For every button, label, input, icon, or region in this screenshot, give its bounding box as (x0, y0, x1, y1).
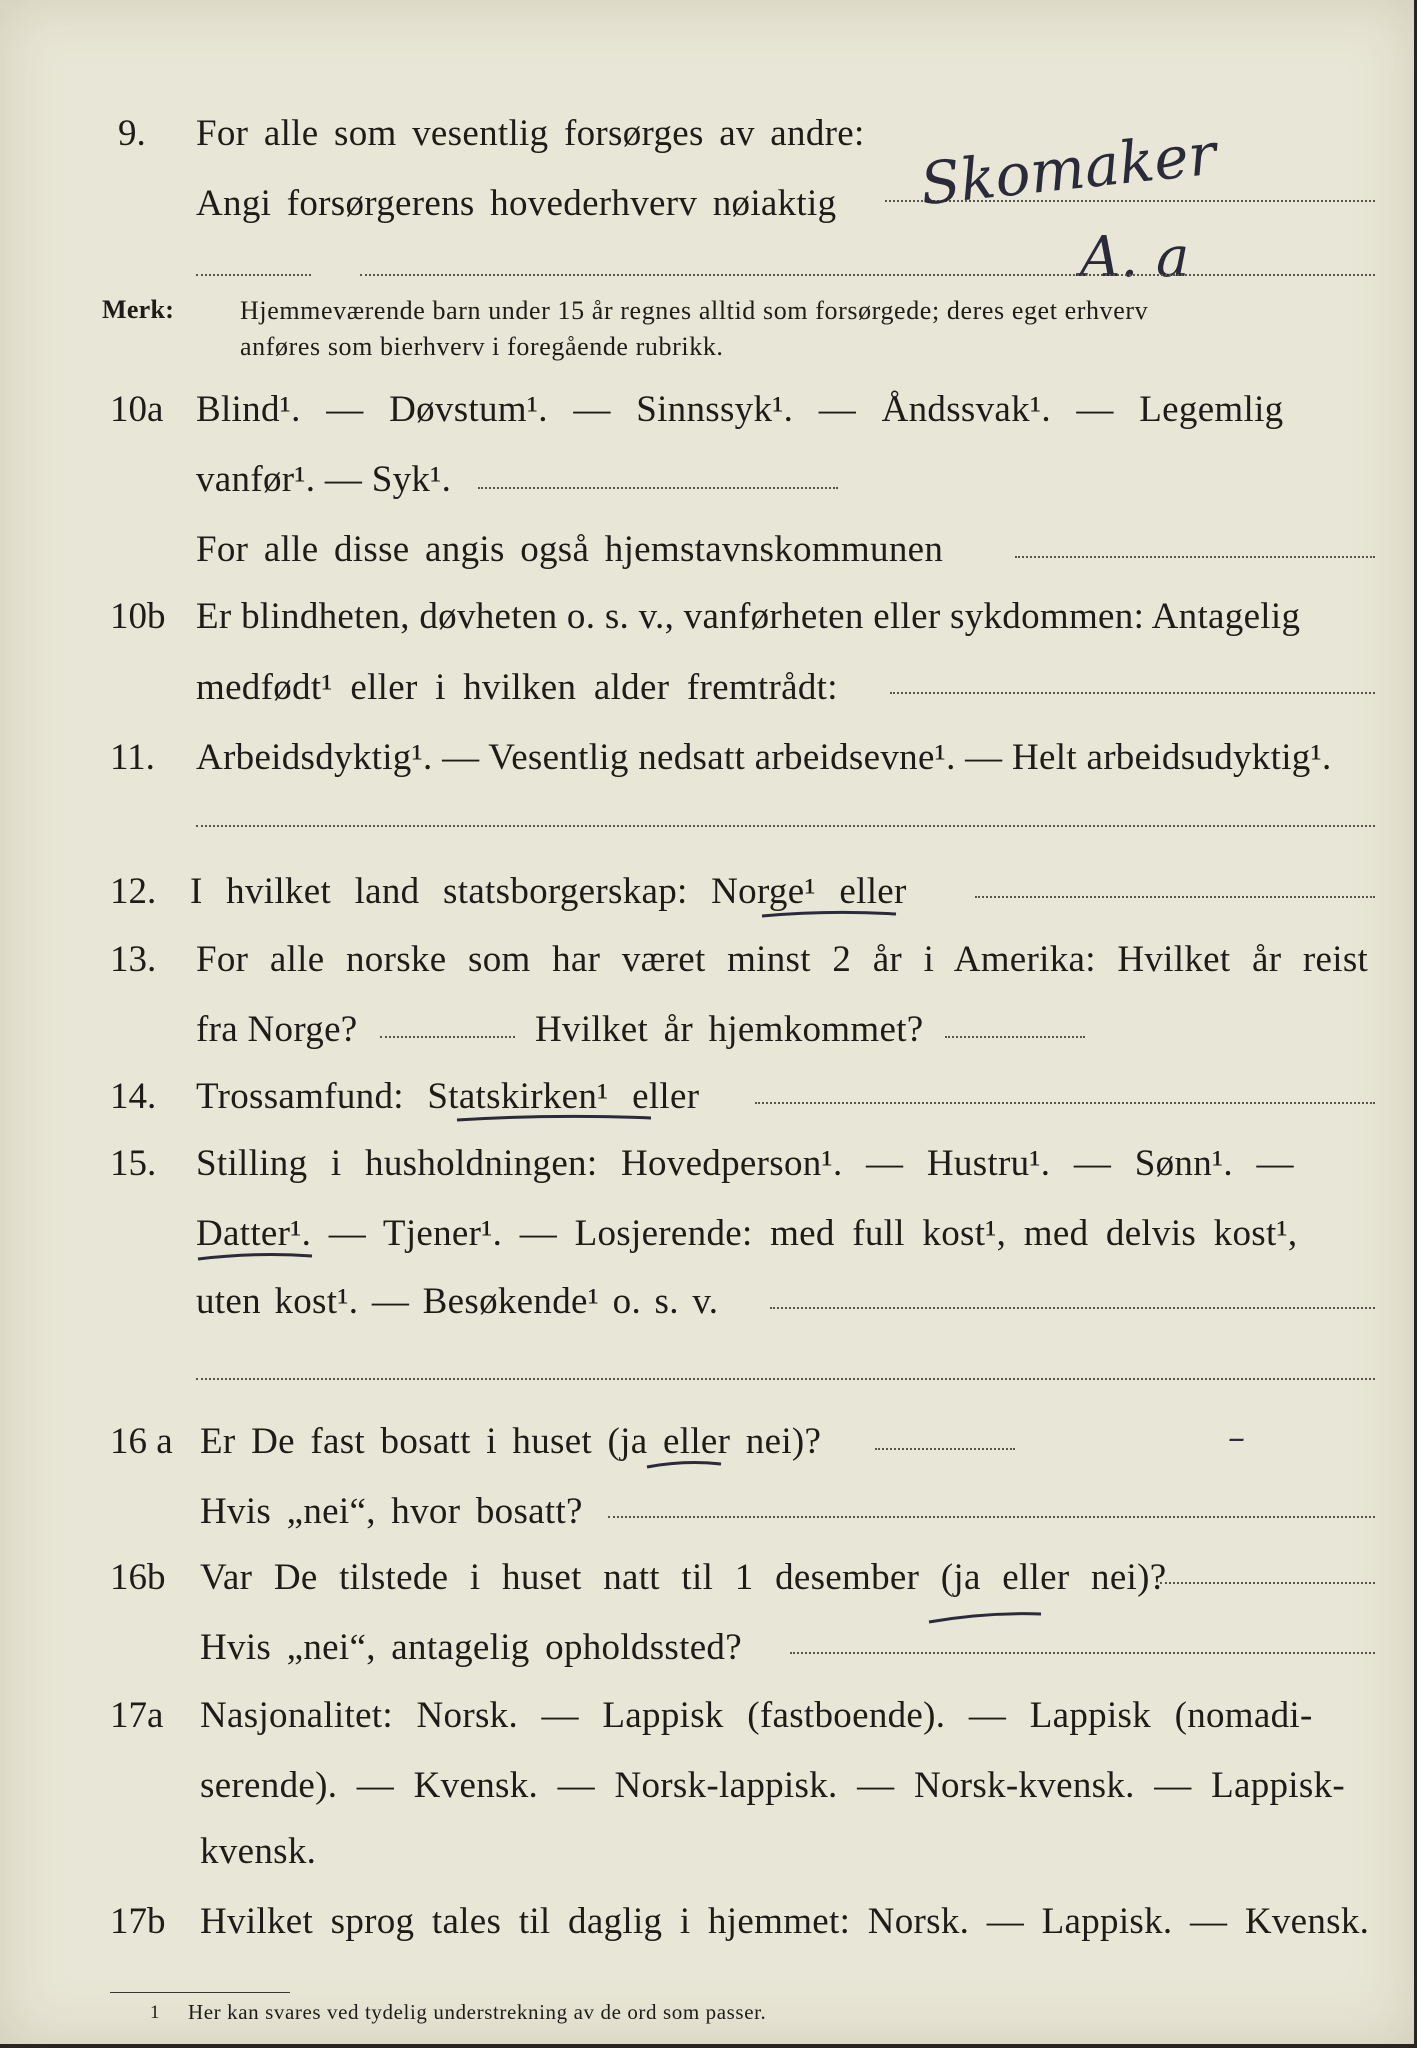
q17a-line1: Nasjonalitet: Norsk. — Lappisk (fastboende). — Lappisk (nomadi- (200, 1695, 1313, 1736)
q16a-answer-line[interactable] (875, 1448, 1015, 1450)
q17a-number: 17a (110, 1695, 164, 1736)
q16b-opholdssted-line[interactable] (790, 1652, 1375, 1654)
q15-datter-underline (196, 1250, 316, 1264)
q14-number: 14. (110, 1076, 157, 1117)
q10a-syk-line[interactable] (478, 487, 838, 489)
q16a-number: 16 a (110, 1421, 173, 1462)
q13-number: 13. (110, 939, 157, 980)
q17a-line3: kvensk. (200, 1831, 317, 1872)
q14-answer-line[interactable] (755, 1102, 1375, 1104)
q9-handwritten-initials: A. a (1080, 225, 1190, 290)
q14-line1: Trossamfund: Statskirken¹ eller (196, 1076, 700, 1117)
q9-extra-line-a (196, 274, 311, 276)
q17a-line2: serende). — Kvensk. — Norsk-lappisk. — Norsk-kvensk. — Lappisk- (200, 1765, 1345, 1806)
q11-line1: Arbeidsdyktig¹. — Vesentlig nedsatt arbeidsevne¹. — Helt arbeidsudyktig¹. (196, 737, 1332, 778)
q10a-line1: Blind¹. — Døvstum¹. — Sinnssyk¹. — Åndssvak¹. — Legemlig (196, 389, 1284, 430)
q16b-line1: Var De tilstede i huset natt til 1 desember (ja eller nei)? (200, 1557, 1167, 1598)
q16a-line1: Er De fast bosatt i huset (ja eller nei)? (200, 1421, 822, 1462)
q16b-number: 16b (110, 1557, 166, 1598)
q17b-line1: Hvilket sprog tales til daglig i hjemmet: Norsk. — Lappisk. — Kvensk. (200, 1901, 1370, 1942)
q12-norge-underline (760, 908, 900, 922)
q9-line1: For alle som vesentlig forsørges av andre: (196, 113, 865, 154)
q16a-ja-underline (645, 1458, 725, 1472)
q14-statskirken-underline (455, 1112, 655, 1126)
merk-line2: anføres som bierhverv i foregående rubrikk. (240, 332, 724, 361)
q13-line1: For alle norske som har været minst 2 år i Amerika: Hvilket år reist (196, 939, 1369, 980)
q12-number: 12. (110, 871, 157, 912)
footnote-mark: 1 (150, 2002, 160, 2023)
q15-number: 15. (110, 1143, 157, 1184)
q10b-answer-line[interactable] (890, 692, 1375, 694)
q15-answer-line[interactable] (770, 1307, 1375, 1309)
q10a-line2: vanfør¹. — Syk¹. (196, 459, 452, 500)
q10a-line3: For alle disse angis også hjemstavnskommunen (196, 529, 944, 570)
merk-line1: Hjemmeværende barn under 15 år regnes alltid som forsørgede; deres eget erhverv (240, 296, 1149, 325)
q17b-number: 17b (110, 1901, 166, 1942)
q13-reist-label: fra Norge? (196, 1009, 358, 1050)
q15-line3: uten kost¹. — Besøkende¹ o. s. v. (196, 1281, 719, 1322)
q15-line2: Datter¹. — Tjener¹. — Losjerende: med full kost¹, med delvis kost¹, (196, 1213, 1298, 1254)
q10b-number: 10b (110, 596, 166, 637)
q11-number: 11. (110, 737, 155, 778)
q13-reist-line[interactable] (380, 1036, 515, 1038)
q15-line1: Stilling i husholdningen: Hovedperson¹. — Hustru¹. — Sønn¹. — (196, 1143, 1294, 1184)
footnote-text: Her kan svares ved tydelig understrekning av de ord som passer. (188, 2000, 767, 2024)
q10b-line1: Er blindheten, døvheten o. s. v., vanførheten eller sykdommen: Antagelig (196, 596, 1301, 637)
q13-hjemkommet-line[interactable] (945, 1036, 1085, 1038)
q9-number: 9. (118, 113, 146, 154)
merk-label: Merk: (102, 295, 175, 324)
q13-hjemkommet-label: Hvilket år hjemkommet? (535, 1009, 924, 1050)
q12-answer-line[interactable] (975, 896, 1375, 898)
q16b-answer-line[interactable] (1160, 1582, 1375, 1584)
q16b-handwritten-dash (925, 1608, 1045, 1628)
q10a-kommune-line[interactable] (1015, 556, 1375, 558)
q16a-line2: Hvis „nei“, hvor bosatt? (200, 1491, 583, 1532)
q11-answer-line[interactable] (196, 825, 1375, 827)
q16a-bosatt-line[interactable] (608, 1516, 1375, 1518)
footnote-rule (110, 1992, 290, 1993)
q15-extra-line[interactable] (196, 1378, 1375, 1380)
q10b-line2: medfødt¹ eller i hvilken alder fremtrådt: (196, 667, 838, 708)
q9-extra-line-b (360, 274, 1375, 276)
q9-line2: Angi forsørgerens hovederhverv nøiaktig (196, 183, 837, 224)
q9-handwritten-answer: Skomaker (917, 119, 1220, 219)
q16b-line2: Hvis „nei“, antagelig opholdssted? (200, 1627, 742, 1668)
q16a-handwritten-dash: – (1228, 1418, 1245, 1458)
q12-line1: I hvilket land statsborgerskap: Norge¹ eller (190, 871, 907, 912)
q10a-number: 10a (110, 389, 164, 430)
